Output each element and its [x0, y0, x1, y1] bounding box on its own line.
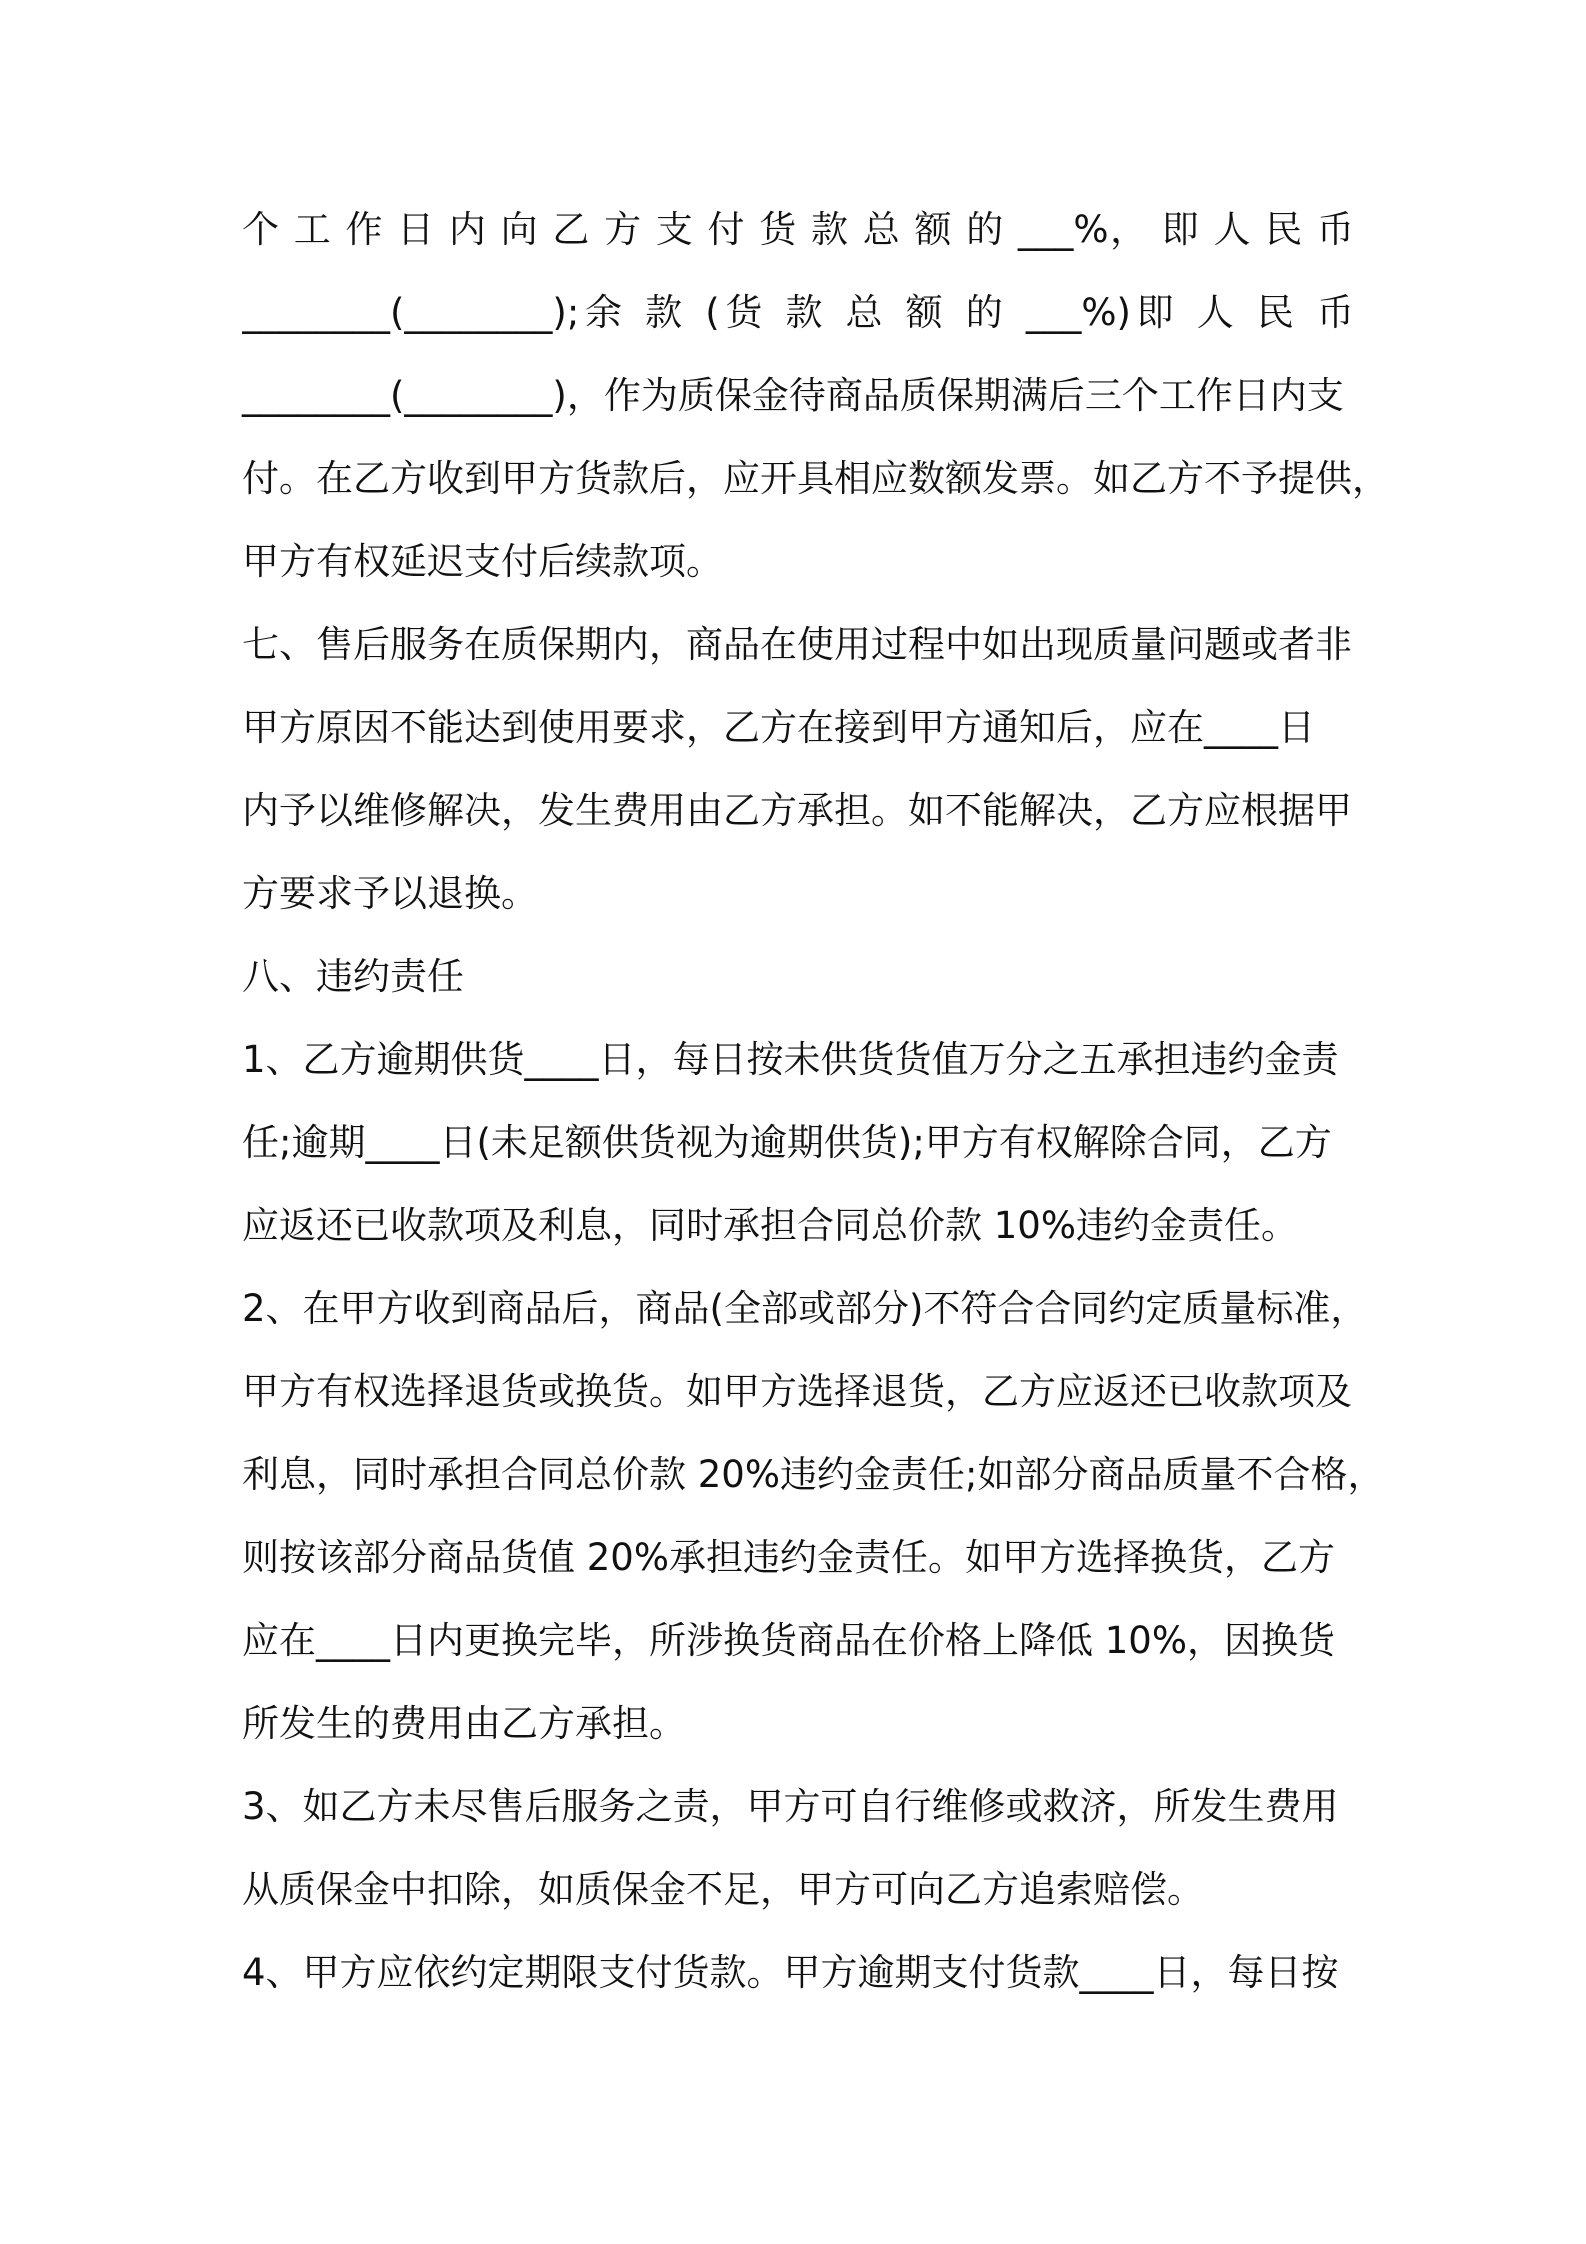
text-line: 利息，同时承担合同总价款 20%违约金责任;如部分商品质量不合格， [242, 1453, 1385, 1496]
section-heading-line: 七、售后服务在质保期内，商品在使用过程中如出现质量问题或者非 [242, 623, 1352, 666]
text-line: 个 工 作 日 内 向 乙 方 支 付 货 款 总 额 的 ___%， 即 人 民 币 [242, 208, 1354, 251]
text-line: 则按该部分商品货值 20%承担违约金责任。如甲方选择换货，乙方 [242, 1536, 1335, 1579]
text-line: 从质保金中扣除，如质保金不足，甲方可向乙方追索赔偿。 [242, 1868, 1204, 1911]
text-line: 所发生的费用由乙方承担。 [242, 1702, 686, 1745]
text-line: 付。在乙方收到甲方货款后，应开具相应数额发票。如乙方不予提供， [242, 457, 1389, 500]
text-line: 应返还已收款项及利息，同时承担合同总价款 10%违约金责任。 [242, 1204, 1298, 1247]
text-line: 应在____日内更换完毕，所涉换货商品在价格上降低 10%，因换货 [242, 1619, 1335, 1662]
section-heading: 八、违约责任 [242, 955, 464, 998]
text-line: 方要求予以退换。 [242, 872, 538, 915]
clause-line: 1、乙方逾期供货____日，每日按未供货货值万分之五承担违约金责 [242, 1038, 1339, 1081]
text-line: 甲方有权选择退货或换货。如甲方选择退货，乙方应返还已收款项及 [242, 1370, 1352, 1413]
text-line: 甲方有权延迟支付后续款项。 [242, 540, 723, 583]
document-body [242, 198, 1389, 2024]
text-line: 内予以维修解决，发生费用由乙方承担。如不能解决，乙方应根据甲 [242, 789, 1352, 832]
clause-line: 4、甲方应依约定期限支付货款。甲方逾期支付货款____日，每日按 [242, 1951, 1339, 1994]
text-line: ________(________)，作为质保金待商品质保期满后三个工作日内支 [242, 374, 1344, 417]
clause-line: 3、如乙方未尽售后服务之责，甲方可自行维修或救济，所发生费用 [242, 1785, 1339, 1828]
text-line: ________(________);余 款 (货 款 总 额 的 ___%)即 人 民 币 [242, 291, 1354, 334]
clause-line: 2、在甲方收到商品后，商品(全部或部分)不符合合同约定质量标准， [242, 1287, 1368, 1330]
text-line: 任;逾期____日(未足额供货视为逾期供货);甲方有权解除合同，乙方 [242, 1121, 1332, 1164]
text-line: 甲方原因不能达到使用要求，乙方在接到甲方通知后，应在____日 [242, 706, 1315, 749]
